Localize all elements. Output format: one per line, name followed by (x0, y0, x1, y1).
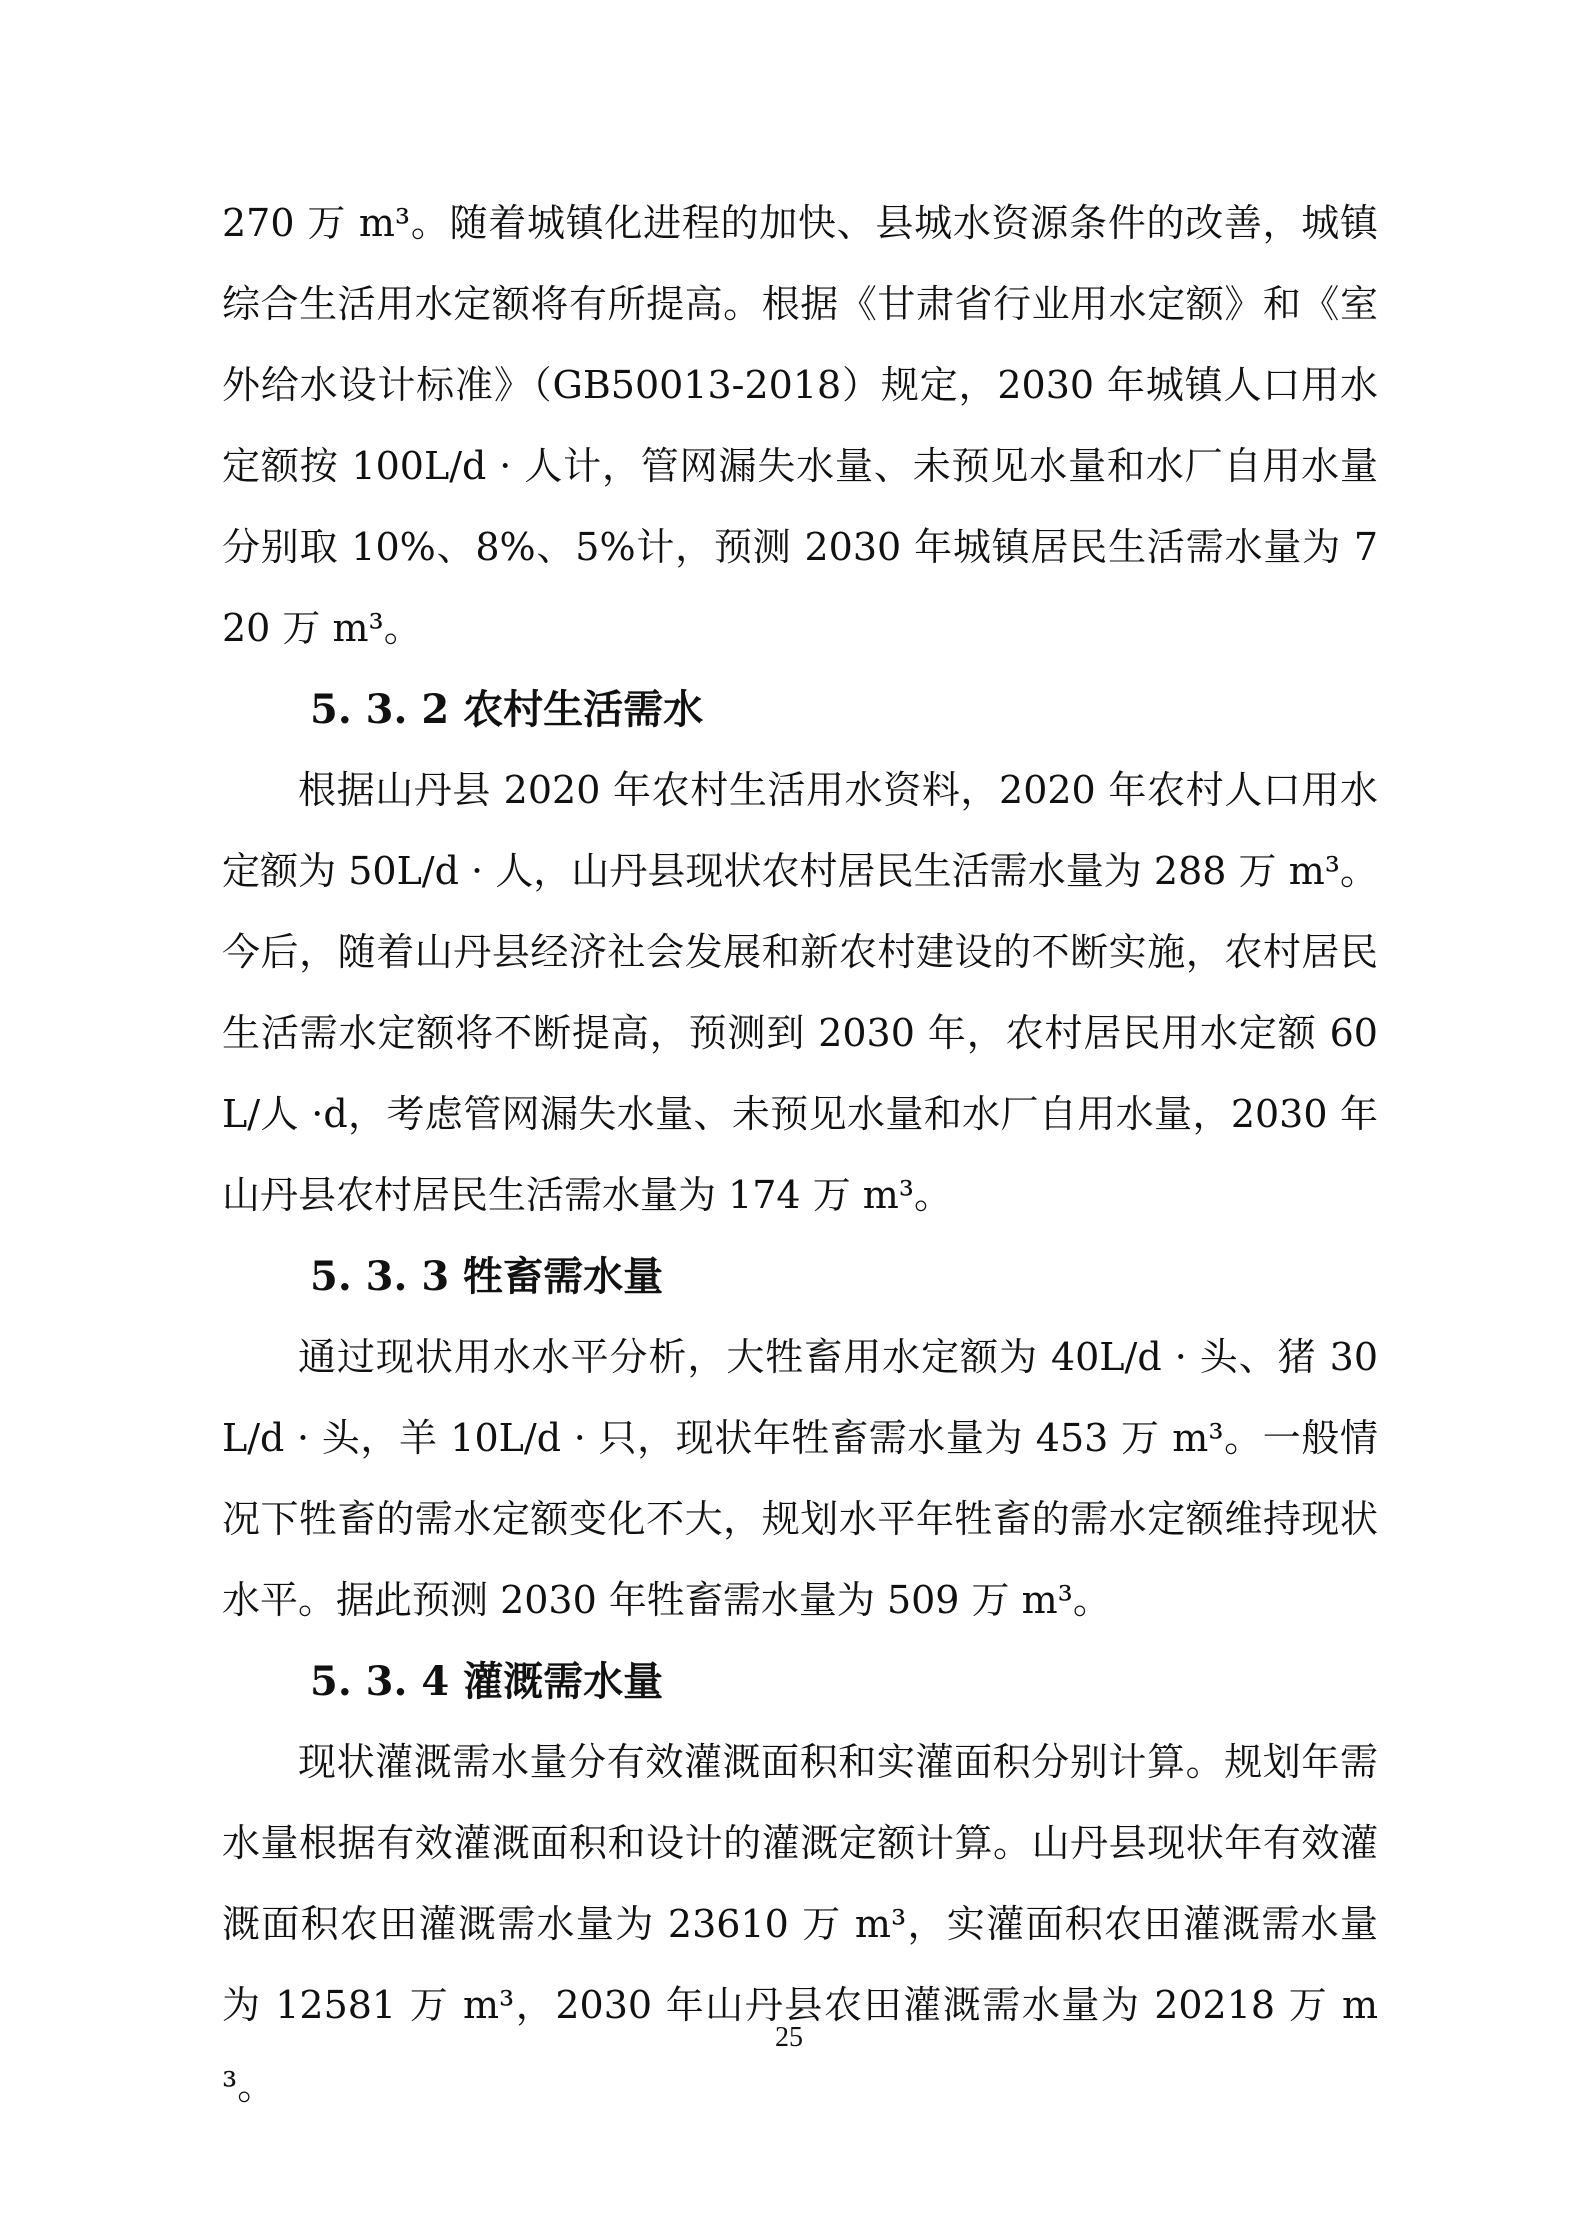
paragraph-urban-water: 270 万 m³。随着城镇化进程的加快、县城水资源条件的改善，城镇综合生活用水定额将有所提高。根据《甘肃省行业用水定额》和《室外给水设计标准》（GB50013-2018）规定，2030 年城镇人口用水定额按 100L/d · 人计，管网漏失水量、未预见水量和水厂自用水量分别取 10%、8%、5%计，预测 2030 年城镇居民生活需水量为 720 万 m³。 (222, 201, 1378, 650)
section-heading-5-3-2: 5. 3. 2 农村生活需水 (310, 686, 704, 733)
page-number: 25 (775, 2022, 803, 2053)
paragraph-livestock-water: 通过现状用水水平分析，大牲畜用水定额为 40L/d · 头、猪 30L/d · 头，羊 10L/d · 只，现状年牲畜需水量为 453 万 m³。一般情况下牲畜的需水定额变化不大，规划水平年牲畜的需水定额维持现状水平。据此预测 2030 年牲畜需水量为 509 万 m³。 (222, 1335, 1378, 1622)
section-heading-5-3-4: 5. 3. 4 灌溉需水量 (310, 1658, 664, 1705)
page-body (222, 183, 1378, 2127)
section-heading-5-3-3: 5. 3. 3 牲畜需水量 (310, 1253, 664, 1300)
paragraph-rural-water: 根据山丹县 2020 年农村生活用水资料，2020 年农村人口用水定额为 50L/d · 人，山丹县现状农村居民生活需水量为 288 万 m³。今后，随着山丹县经济社会发展和新农村建设的不断实施，农村居民生活需水定额将不断提高，预测到 2030 年，农村居民用水定额 60L/人 ·d，考虑管网漏失水量、未预见水量和水厂自用水量，2030 年山丹县农村居民生活需水量为 174 万 m³。 (222, 768, 1378, 1217)
paragraph-irrigation-water: 现状灌溉需水量分有效灌溉面积和实灌面积分别计算。规划年需水量根据有效灌溉面积和设计的灌溉定额计算。山丹县现状年有效灌溉面积农田灌溉需水量为 23610 万 m³，实灌面积农田灌溉需水量为 12581 万 m³，2030 年山丹县农田灌溉需水量为 20218 万 m³。 (222, 1740, 1378, 2108)
